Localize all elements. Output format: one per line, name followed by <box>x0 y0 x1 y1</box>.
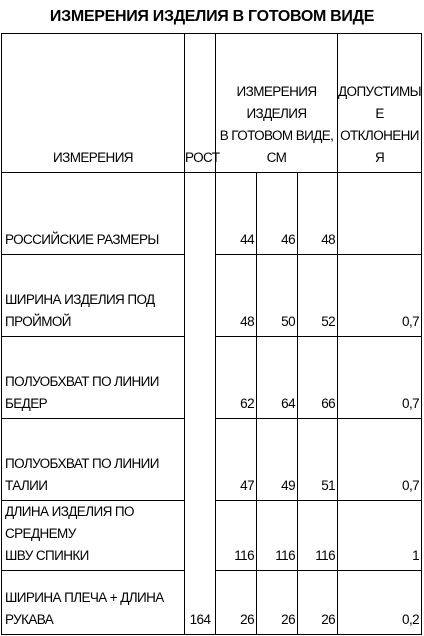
size-value: 48 <box>216 255 257 337</box>
row-label: ПОЛУОБХВАТ ПО ЛИНИИ БЕДЕР <box>2 337 185 419</box>
size-value: 47 <box>216 419 257 501</box>
size-value: 116 <box>298 501 338 571</box>
size-value: 26 <box>298 571 338 635</box>
row-label: РОССИЙСКИЕ РАЗМЕРЫ <box>2 173 185 255</box>
size-value: 48 <box>298 173 338 255</box>
measurements-table <box>1 33 422 635</box>
row-label: ПОЛУОБХВАТ ПО ЛИНИИ ТАЛИИ <box>2 419 185 501</box>
header-product-measurements: ИЗМЕРЕНИЯ ИЗДЕЛИЯ В ГОТОВОМ ВИДЕ, СМ <box>216 34 338 173</box>
size-value: 64 <box>257 337 298 419</box>
size-value: 116 <box>216 501 257 571</box>
row-label: ШИРИНА ПЛЕЧА + ДЛИНА РУКАВА <box>2 571 185 635</box>
size-value: 66 <box>298 337 338 419</box>
header-height: РОСТ <box>185 34 216 173</box>
header-measurements: ИЗМЕРЕНИЯ <box>2 34 185 173</box>
size-value: 50 <box>257 255 298 337</box>
row-label: ДЛИНА ИЗДЕЛИЯ ПО СРЕДНЕМУ ШВУ СПИНКИ <box>2 501 185 571</box>
table-row <box>2 173 422 255</box>
size-value: 49 <box>257 419 298 501</box>
table-header-row <box>2 34 422 173</box>
size-value: 51 <box>298 419 338 501</box>
size-value: 44 <box>216 173 257 255</box>
tolerance-value: 0,2 <box>338 571 422 635</box>
tolerance-value: 1 <box>338 501 422 571</box>
size-value: 62 <box>216 337 257 419</box>
document-title: ИЗМЕРЕНИЯ ИЗДЕЛИЯ В ГОТОВОМ ВИДЕ <box>49 8 375 25</box>
height-cell: 164 <box>185 173 216 635</box>
size-value: 52 <box>298 255 338 337</box>
size-value: 116 <box>257 501 298 571</box>
tolerance-value <box>338 173 422 255</box>
tolerance-value: 0,7 <box>338 419 422 501</box>
size-value: 26 <box>257 571 298 635</box>
tolerance-value: 0,7 <box>338 255 422 337</box>
tolerance-value: 0,7 <box>338 337 422 419</box>
header-tolerance: ДОПУСТИМЫ Е ОТКЛОНЕНИ Я <box>338 34 422 173</box>
size-value: 26 <box>216 571 257 635</box>
row-label: ШИРИНА ИЗДЕЛИЯ ПОД ПРОЙМОЙ <box>2 255 185 337</box>
size-value: 46 <box>257 173 298 255</box>
